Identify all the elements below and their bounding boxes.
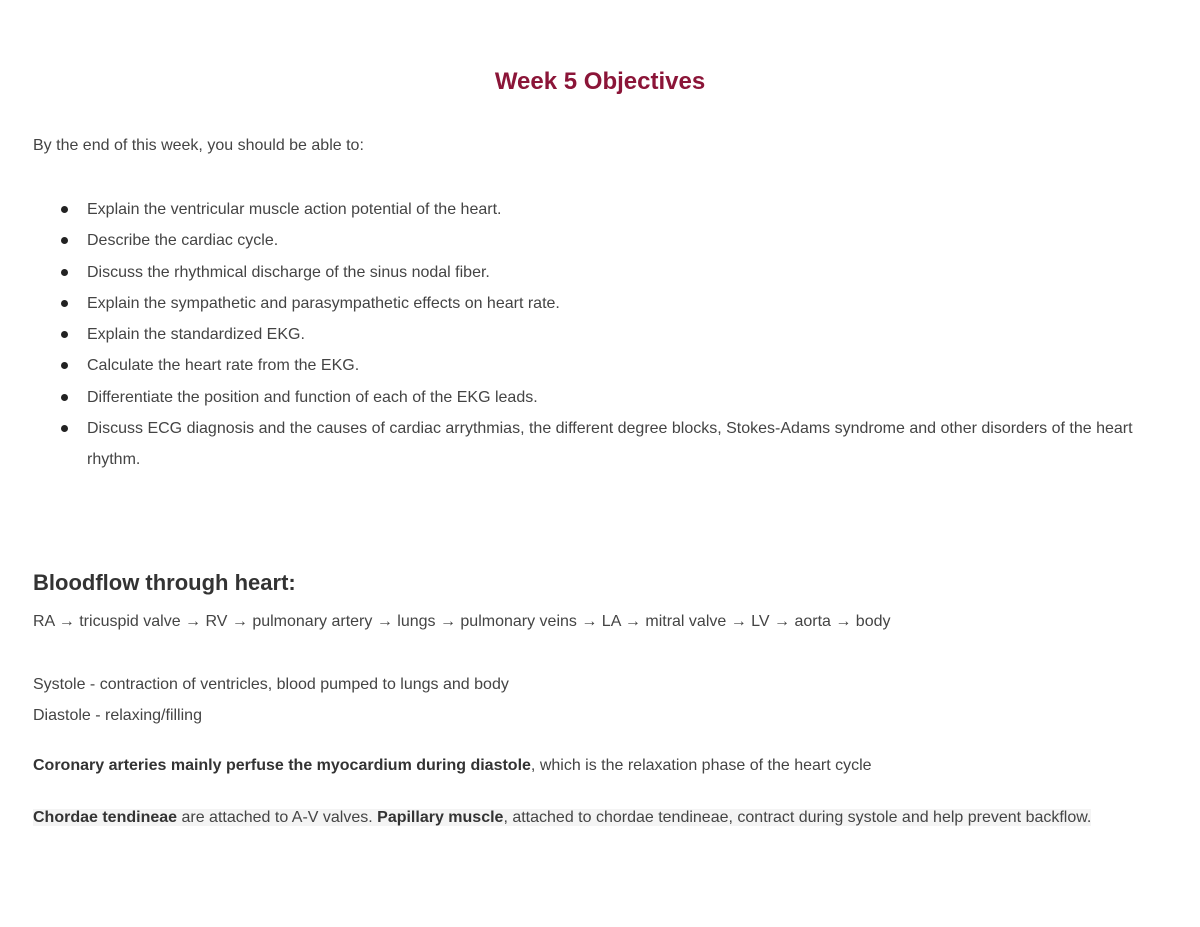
list-item [33,288,1143,319]
objective-text: Explain the standardized EKG. [87,326,305,344]
chordae-highlight [33,809,1091,826]
bullet-icon [61,394,68,401]
list-item [33,382,1143,413]
objective-text: Explain the ventricular muscle action potential of the heart. [87,201,502,218]
list-item [33,194,1143,225]
bullet-icon [61,331,68,338]
bullet-icon [61,237,68,244]
chordae-paragraph [33,802,1163,834]
bullet-icon [61,425,68,432]
bullet-icon [61,362,68,369]
coronary-rest-text: , which is the relaxation phase of the heart cycle [530,757,872,774]
intro-text: By the end of this week, you should be able to: [33,137,364,154]
chordae-text-2: , attached to chordae tendineae, contract during systole and help prevent backflow. [503,809,1092,826]
coronary-paragraph [33,757,872,775]
page-title: Week 5 Objectives [494,68,706,95]
list-item [33,350,1143,381]
list-item [33,257,1143,288]
objective-text: Differentiate the position and function of each of the EKG leads. [87,388,538,406]
objectives-list [33,194,1143,476]
chordae-bold-text: Chordae tendineae [33,809,178,826]
coronary-bold-text: Coronary arteries mainly perfuse the myocardium during diastole [33,757,531,774]
list-item [33,319,1143,350]
chordae-text-1: are attached to A-V valves. [177,809,378,826]
objective-text: Explain the sympathetic and parasympathetic effects on heart rate. [87,294,560,312]
bullet-icon [61,300,68,307]
bullet-icon [61,269,68,276]
bullet-icon [61,206,68,213]
bloodflow-path: RA → tricuspid valve → RV → pulmonary artery → lungs → pulmonary veins → LA → mitral valve → LV → aorta → body [33,613,891,630]
diastole-text: Diastole - relaxing/filling [33,707,202,724]
objective-text: Discuss ECG diagnosis and the causes of cardiac arrythmias, the different degree blocks, Stokes-Adams syndrome and other disorders of the heart rhythm. [87,420,1133,469]
list-item [33,225,1143,256]
bloodflow-heading: Bloodflow through heart: [33,570,296,595]
papillary-bold-text: Papillary muscle [377,809,504,826]
objective-text: Discuss the rhythmical discharge of the sinus nodal fiber. [87,263,490,281]
list-item [33,413,1143,476]
objective-text: Describe the cardiac cycle. [87,232,279,250]
objective-text: Calculate the heart rate from the EKG. [87,357,360,375]
systole-text: Systole - contraction of ventricles, blood pumped to lungs and body [33,676,509,693]
